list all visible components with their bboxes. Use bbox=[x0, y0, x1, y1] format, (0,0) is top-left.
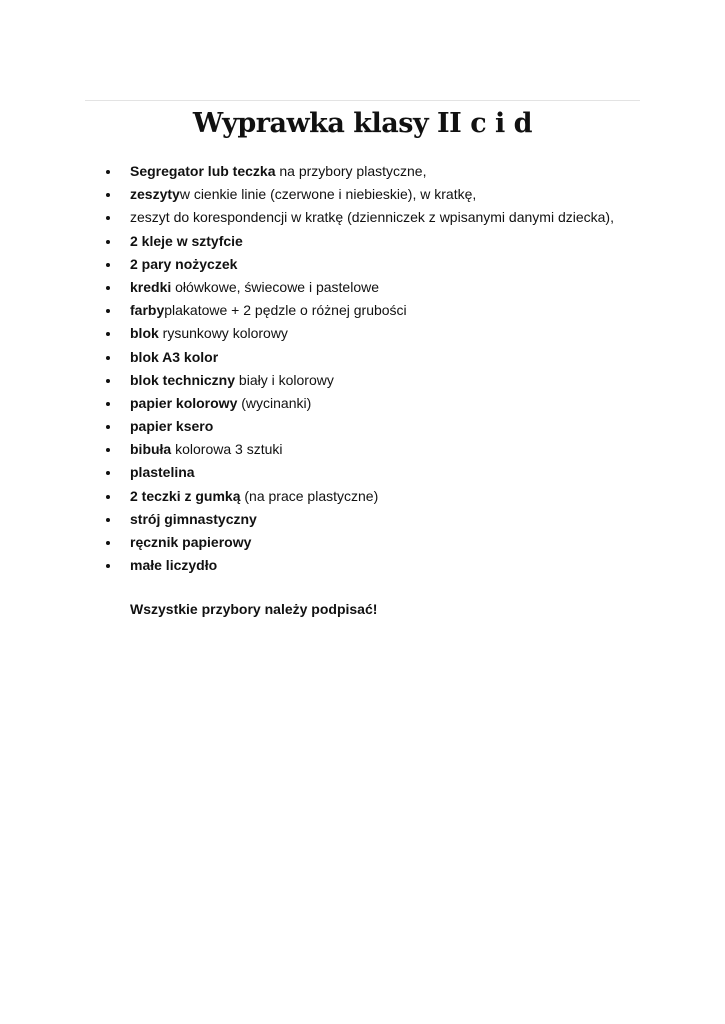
item-bold-text: farby bbox=[130, 302, 165, 319]
item-bold-text: plastelina bbox=[130, 464, 195, 481]
item-bold-text: blok bbox=[130, 325, 159, 342]
item-text: na przybory plastyczne, bbox=[275, 163, 427, 179]
item-text: (wycinanki) bbox=[237, 394, 312, 411]
item-bold-text: papier ksero bbox=[130, 418, 214, 435]
item-text: ołówkowe, świecowe i pastelowe bbox=[171, 278, 380, 295]
item-bold-text: 2 pary nożyczek bbox=[130, 255, 238, 272]
item-bold-text: ręcznik papierowy bbox=[130, 534, 252, 550]
item-bold-text: 2 kleje w sztyfcie bbox=[130, 232, 243, 249]
list-item bbox=[130, 206, 690, 229]
footer-note: Wszystkie przybory należy podpisać! bbox=[130, 601, 378, 617]
list-item bbox=[130, 299, 690, 322]
list-item bbox=[130, 253, 690, 276]
item-bold-text: blok A3 kolor bbox=[130, 348, 219, 365]
list-item bbox=[130, 531, 690, 554]
item-bold-text: bibuła bbox=[130, 441, 172, 458]
item-text: w cienkie linie (czerwone i niebieskie), w kratkę, bbox=[179, 186, 477, 203]
item-text: zeszyt do korespondencji w kratkę (dzienniczek z wpisanymi danymi dziecka), bbox=[130, 209, 614, 226]
list-item bbox=[130, 438, 690, 461]
item-bold-text: papier kolorowy bbox=[130, 394, 238, 411]
list-item bbox=[130, 485, 690, 508]
list-item bbox=[130, 392, 690, 415]
item-bold-text: strój gimnastyczny bbox=[130, 510, 257, 527]
list-item bbox=[130, 322, 690, 345]
list-item bbox=[130, 276, 690, 299]
supply-list bbox=[130, 160, 690, 577]
item-text: kolorowa 3 sztuki bbox=[171, 441, 283, 458]
list-item bbox=[130, 230, 690, 253]
list-item bbox=[130, 508, 690, 531]
list-item bbox=[130, 160, 690, 183]
list-item bbox=[130, 346, 690, 369]
item-text: plakatowe + 2 pędzle o różnej grubości bbox=[164, 302, 407, 319]
item-bold-text: 2 teczki z gumką bbox=[130, 487, 241, 504]
item-bold-text: Segregator lub teczka bbox=[130, 163, 276, 179]
item-text: rysunkowy kolorowy bbox=[158, 325, 288, 342]
list-item bbox=[130, 415, 690, 438]
item-bold-text: kredki bbox=[130, 278, 172, 295]
item-bold-text: blok techniczny bbox=[130, 371, 236, 388]
list-item bbox=[130, 369, 690, 392]
list-item bbox=[130, 554, 690, 577]
page-title: Wyprawka klasy II c i d bbox=[192, 108, 533, 139]
item-text: (na prace plastyczne) bbox=[240, 487, 379, 504]
item-bold-text: zeszyty bbox=[130, 186, 180, 203]
list-item bbox=[130, 461, 690, 484]
item-bold-text: małe liczydło bbox=[130, 557, 218, 574]
top-divider bbox=[85, 100, 640, 101]
list-item bbox=[130, 183, 690, 206]
item-text: biały i kolorowy bbox=[235, 371, 334, 388]
